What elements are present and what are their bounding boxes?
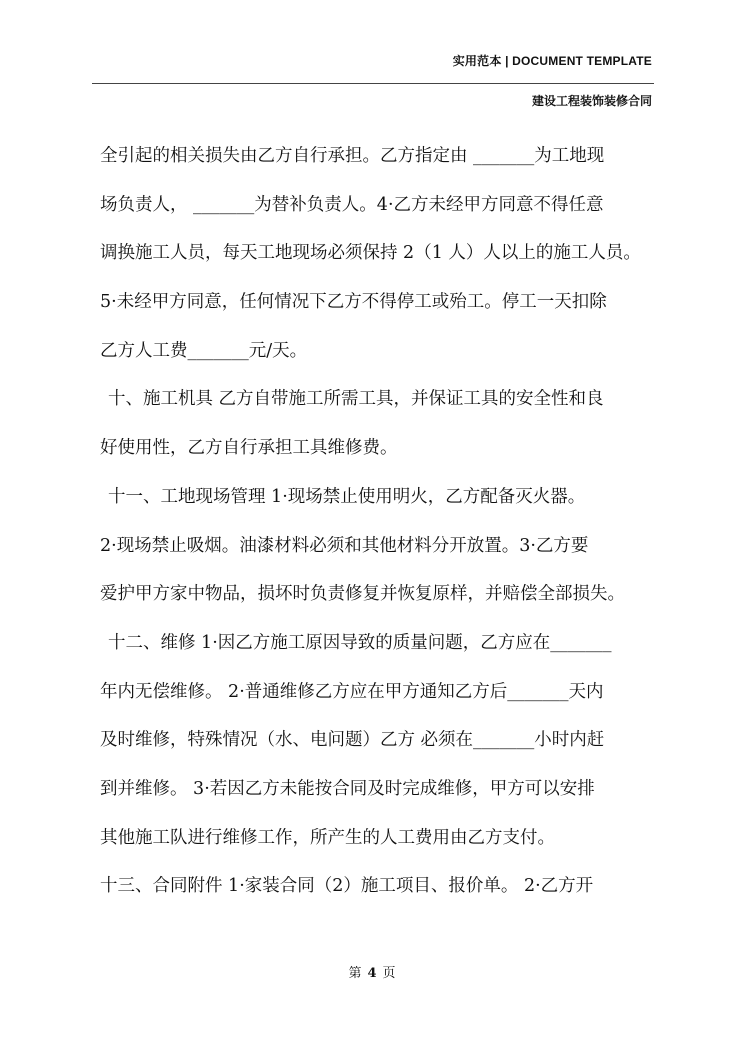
text-line: 到并维修。 3·若因乙方未能按合同及时完成维修，甲方可以安排 xyxy=(100,778,595,799)
text-line: 十二、维修 1·因乙方施工原因导致的质量问题，乙方应在_______ xyxy=(108,632,612,653)
text-line: 十一、工地现场管理 1·现场禁止使用明火，乙方配备灭火器。 xyxy=(108,486,586,507)
text-line: 场负责人， _______为替补负责人。4·乙方未经甲方同意不得任意 xyxy=(100,194,604,215)
text-line: 全引起的相关损失由乙方自行承担。乙方指定由 _______为工地现 xyxy=(100,146,605,166)
text-line: 2·现场禁止吸烟。油漆材料必须和其他材料分开放置。3·乙方要 xyxy=(100,535,589,556)
document-subtitle: 建设工程装饰装修合同 xyxy=(531,94,652,108)
page-number-value: 4 xyxy=(367,966,377,981)
text-line: 爱护甲方家中物品，损坏时负责修复并恢复原样，并赔偿全部损失。 xyxy=(100,584,625,605)
page-prefix: 第 xyxy=(348,966,362,981)
text-line: 调换施工人员，每天工地现场必须保持 2（1 人）人以上的施工人员。 xyxy=(100,243,641,264)
text-line: 5·未经甲方同意，任何情况下乙方不得停工或殆工。停工一天扣除 xyxy=(100,292,607,313)
contract-body-text xyxy=(100,134,670,913)
text-line: 年内无偿维修。 2·普通维修乙方应在甲方通知乙方后_______天内 xyxy=(100,681,604,702)
text-line: 乙方人工费_______元/天。 xyxy=(100,340,308,361)
text-line: 十三、合同附件 1·家装合同（2）施工项目、报价单。 2·乙方开 xyxy=(100,876,594,897)
header-title: 实用范本 | DOCUMENT TEMPLATE xyxy=(452,54,652,68)
text-line: 及时维修，特殊情况（水、电问题）乙方 必须在_______小时内赶 xyxy=(100,730,605,751)
text-line: 好使用性，乙方自行承担工具维修费。 xyxy=(100,438,398,459)
header-divider xyxy=(92,83,654,84)
page-suffix: 页 xyxy=(382,966,396,981)
text-line: 其他施工队进行维修工作，所产生的人工费用由乙方支付。 xyxy=(100,827,555,848)
text-line: 十、施工机具 乙方自带施工所需工具，并保证工具的安全性和良 xyxy=(108,389,604,410)
page-number xyxy=(0,962,744,981)
